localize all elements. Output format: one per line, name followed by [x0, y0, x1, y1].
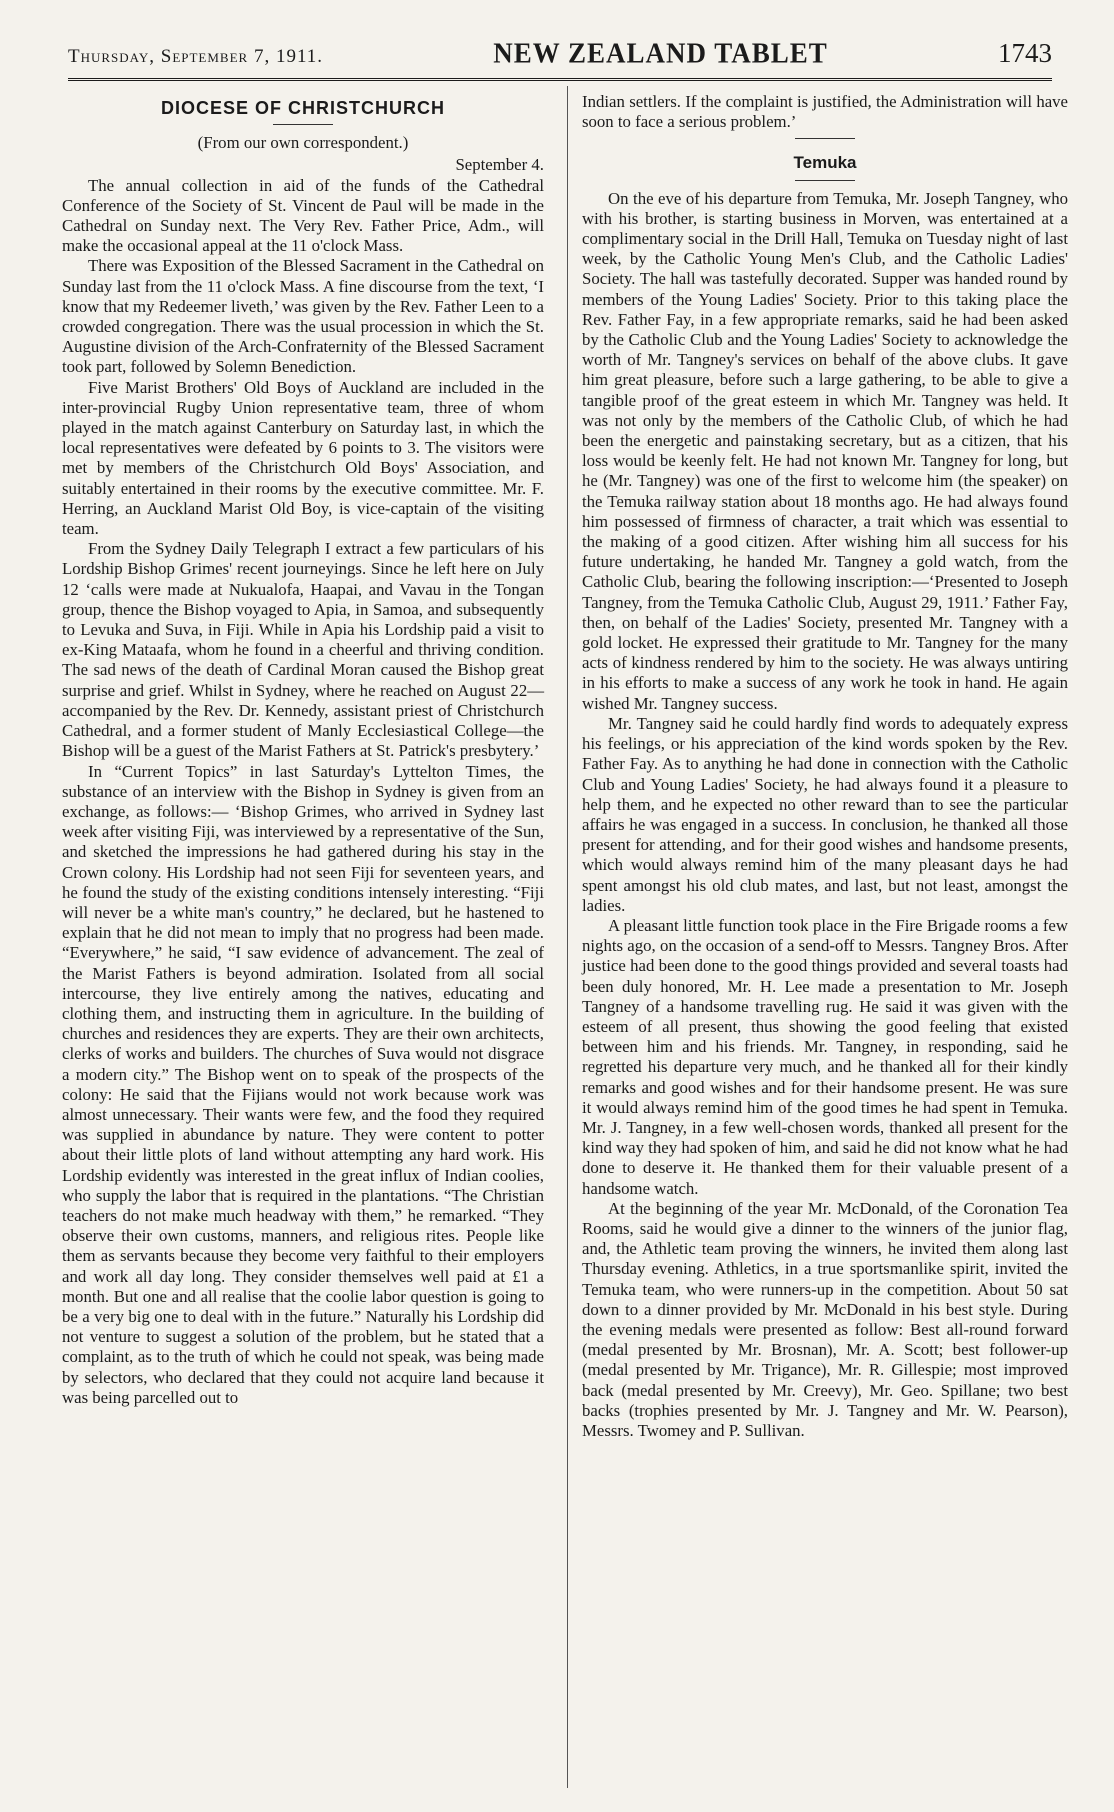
paragraph: In “Current Topics” in last Saturday's Lyttelton Times, the substance of an interview with the Bishop in Sydney is given from an exchange, as follows:— ‘Bishop Grimes, who arrived in Sydney last week after visiting Fiji, was interviewed by a representative of the Sun, and sketched the impressions he had gathered during his stay in the Crown colony. His Lordship had not seen Fiji for seventeen years, and he found the study of the existing conditions intensely interesting. “Fiji will never be a white man's country,” he declared, but he hastened to explain that he did not mean to imply that no progress had been made. “Everywhere,” he said, “I saw evidence of advancement. The zeal of the Marist Fathers is beyond admiration. Isolated from all social intercourse, they live entirely among the natives, educating and clothing them, and instructing them in agriculture. In the building of churches and residences they are experts. They are their own architects, clerks of works and builders. The churches of Suva would not disgrace a modern city.” The Bishop went on to speak of the prospects of the colony: He said that the Fijians would not work because work was almost unnecessary. Their wants were few, and the food they required was supplied in abundance by nature. They were content to potter about their little plots of land without attempting any hard work. His Lordship evidently was interested in the great influx of Indian coolies, who supply the labor that is required in the plantations. “The Christian teachers do not make much headway with them,” he remarked. “They observe their own customs, manners, and religious rites. People like them as servants because they become very faithful to their employers and work all day long. They consider themselves well paid at £1 a month. But one and all realise that the coolie labor question is going to be a very big one to deal with in the future.” Naturally his Lordship did not venture to suggest a solution of the problem, but he stated that a complaint, as to the truth of which he could not speak, was being made by selectors, who declared that they could not acquire land because it was being parcelled out to	[62, 761, 544, 1407]
masthead	[68, 38, 1052, 82]
article-heading-temuka: Temuka	[793, 153, 857, 173]
paragraph: A pleasant little function took place in the Fire Brigade rooms a few nights ago, on the occasion of a send-off to Messrs. Tangney Bros. After justice had been done to the good things provided and several toasts had been duly honored, Mr. H. Lee made a presentation to Mr. Joseph Tangney of a handsome travelling rug. He said it was given with the esteem of all present, thus showing the good feeling that existed between him and his friends. Mr. Tangney, in responding, said he regretted his departure very much, and he thanked all for their kindly remarks and good wishes and for their handsome present. He was sure it would always remind him of the good times he had spent in Temuka. Mr. J. Tangney, in a few well-chosen words, thanked all present for the kind way they had spoken of him, and said he did not know what he had done to deserve it. He thanked them for their valuable present of a handsome watch.	[582, 915, 1068, 1198]
section-rule	[795, 138, 855, 139]
masthead-rule	[68, 78, 1052, 81]
article-heading-christchurch: DIOCESE OF CHRISTCHURCH	[160, 98, 445, 118]
issue-date: Thursday, September 7, 1911.	[68, 46, 324, 67]
heading-rule	[795, 180, 855, 181]
publication-title: NEW ZEALAND TABLET	[493, 37, 828, 69]
continued-paragraph: Indian settlers. If the complaint is justified, the Administration will have soon to face a serious problem.’	[582, 92, 1068, 132]
left-column	[62, 92, 544, 1408]
paragraph: On the eve of his departure from Temuka, Mr. Joseph Tangney, who with his brother, is starting business in Morven, was entertained at a complimentary social in the Drill Hall, Temuka on Tuesday night of last week, by the Catholic Young Men's Club, and the Catholic Ladies' Society. The hall was tastefully decorated. Supper was handed round by members of the Young Ladies' Society. Prior to this taking place the Rev. Father Fay, in a few appropriate remarks, said he had been asked by the Catholic Club and the Young Ladies' Society to acknowledge the worth of Mr. Tangney's services on behalf of the above clubs. It gave him great pleasure, before such a large gathering, to be able to give a tangible proof of the great esteem in which Mr. Tangney was held. It was not only by the members of the Catholic Club, of which he had been the energetic and painstaking secretary, but as a citizen, that his loss would be keenly felt. He had not known Mr. Tangney for long, but he (Mr. Tangney) was one of the first to welcome him (the speaker) on the Temuka railway station about 18 months ago. He had always found him possessed of firmness of character, a trait which was essential to the making of a good citizen. After wishing him all success for his future undertaking, he handed Mr. Tangney a gold watch, from the Catholic Club, bearing the following inscription:—‘Presented to Joseph Tangney, from the Temuka Catholic Club, August 29, 1911.’ Father Fay, then, on behalf of the Ladies' Society, presented Mr. Tangney with a gold locket. He expressed their gratitude to Mr. Tangney for the many acts of kindness rendered by him to the society. He was always untiring in his efforts to make a success of any work he took in hand. He again wished Mr. Tangney success.	[582, 188, 1068, 713]
byline: (From our own correspondent.)	[197, 133, 409, 153]
paragraph: Mr. Tangney said he could hardly find words to adequately express his feelings, or his appreciation of the kind words spoken by the Rev. Father Fay. As to anything he had done in connection with the Catholic Club and Young Ladies' Society, he had always found it a pleasure to help them, and he expected no other reward than to see the particular affairs he was engaged in a success. In conclusion, he thanked all those present for attending, and for their good wishes and handsome presents, which would always remind him of the many pleasant days he had spent amongst his old club mates, and last, but not least, amongst the ladies.	[582, 713, 1068, 915]
heading-rule	[273, 124, 333, 125]
page-number: 1743	[997, 38, 1052, 68]
paragraph: From the Sydney Daily Telegraph I extract a few particulars of his Lordship Bishop Grimes' recent journeyings. Since he left here on July 12 ‘calls were made at Nukualofa, Haapai, and Vavau in the Tongan group, thence the Bishop voyaged to Apia, in Samoa, and subsequently to Levuka and Suva, in Fiji. While in Apia his Lordship paid a visit to ex-King Mataafa, whom he found in a cheerful and thriving condition. The sad news of the death of Cardinal Moran caused the Bishop great surprise and grief. Whilst in Sydney, where he reached on August 22—accompanied by the Rev. Dr. Kennedy, assistant priest of Christchurch Cathedral, and a former student of Manly Ecclesiastical College—the Bishop will be a guest of the Marist Fathers at St. Patrick's presbytery.’	[62, 539, 544, 761]
column-divider	[567, 86, 568, 1788]
paragraph: There was Exposition of the Blessed Sacrament in the Cathedral on Sunday last from the 11 o'clock Mass. A fine discourse from the text, ‘I know that my Redeemer liveth,’ was given by the Rev. Father Leen to a crowded congregation. There was the usual procession in which the St. Augustine division of the Arch-Confraternity of the Blessed Sacrament took part, followed by Solemn Benediction.	[62, 256, 544, 377]
right-column	[582, 92, 1068, 1441]
paragraph: Five Marist Brothers' Old Boys of Auckland are included in the inter-provincial Rugby Union representative team, three of whom played in the match against Canterbury on Saturday last, in which the local representatives were defeated by 6 points to 3. The visitors were met by members of the Christchurch Old Boys' Association, and suitably entertained in their rooms by the executive committee. Mr. F. Herring, an Auckland Marist Old Boy, is vice-captain of the visiting team.	[62, 377, 544, 539]
paragraph: At the beginning of the year Mr. McDonald, of the Coronation Tea Rooms, said he would give a dinner to the winners of the junior flag, and, the Athletic team proving the winners, he invited them along last Thursday evening. Athletics, in a true sportsmanlike spirit, invited the Temuka team, who were runners-up in the competition. About 50 sat down to a dinner provided by Mr. McDonald in his best style. During the evening medals were presented as follow: Best all-round forward (medal presented by Mr. Brosnan), Mr. A. Scott; best follower-up (medal presented by Mr. Trigance), Mr. R. Gillespie; most improved back (medal presented by Mr. Creevy), Mr. Geo. Spillane; two best backs (trophies presented by Mr. J. Tangney and Mr. W. Pearson), Messrs. Twomey and P. Sullivan.	[582, 1198, 1068, 1440]
dateline: September 4.	[455, 155, 544, 175]
paragraph: The annual collection in aid of the funds of the Cathedral Conference of the Society of St. Vincent de Paul will be made in the Cathedral on Sunday next. The Very Rev. Father Price, Adm., will make the occasional appeal at the 11 o'clock Mass.	[62, 175, 544, 256]
